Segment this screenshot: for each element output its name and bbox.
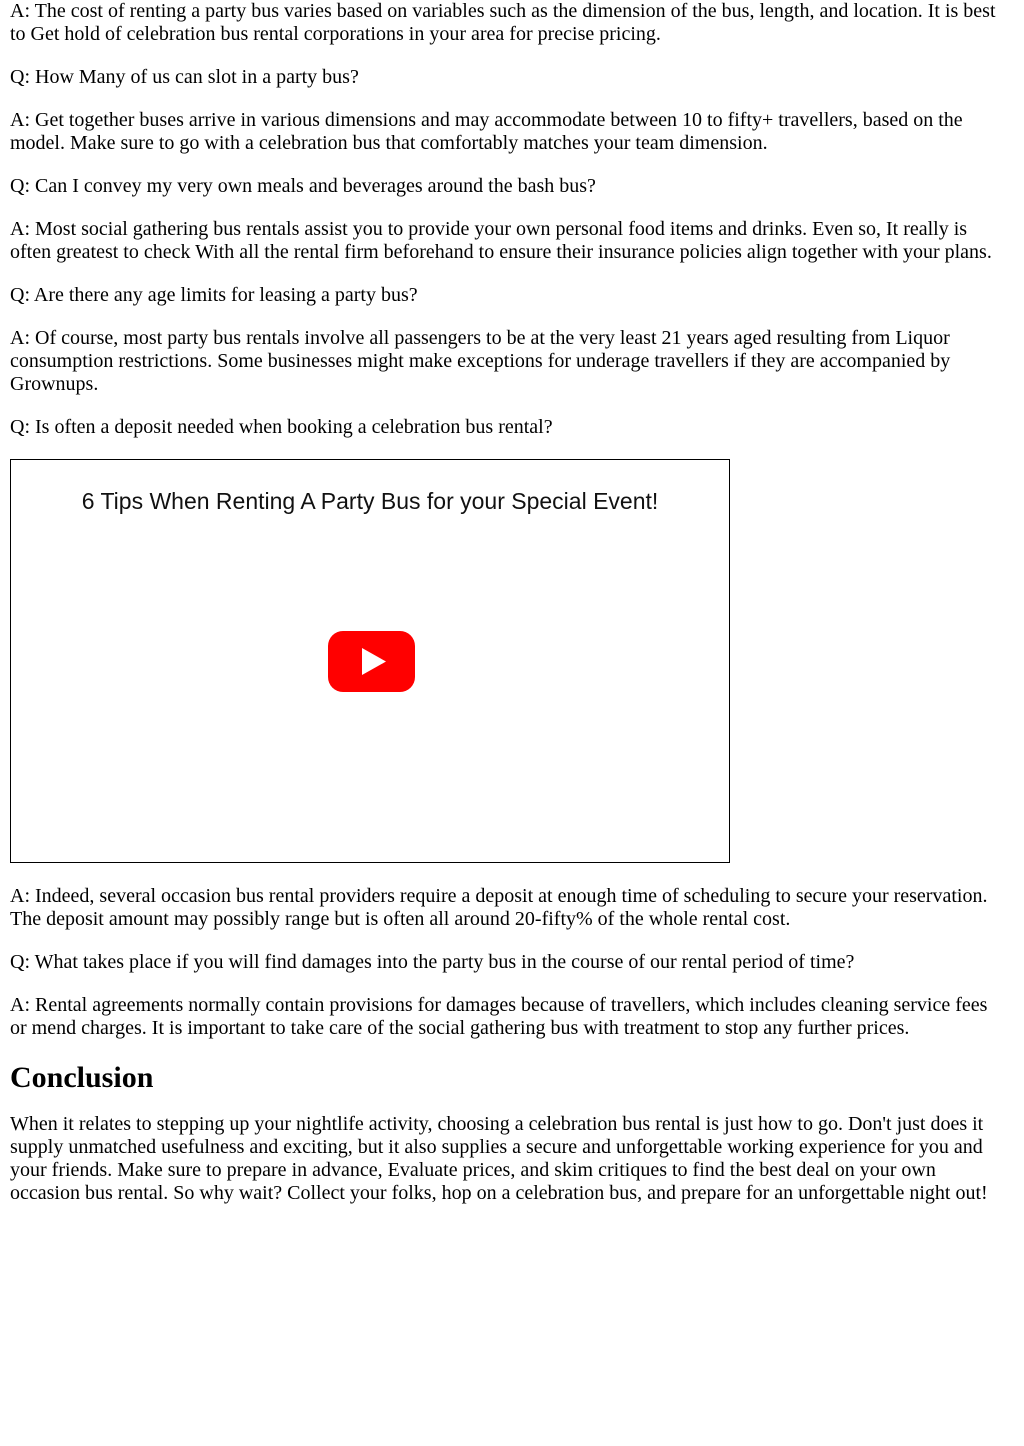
faq-question-capacity: Q: How Many of us can slot in a party bus? — [10, 66, 359, 88]
conclusion-text: When it relates to stepping up your nightlife activity, choosing a celebration bus rental is just how to go. Don't just does it supply unmatched usefulness and exciting, but it also supplies a secure and unforgettable working experience for you and your friends. Make sure to prepare in advance, Evaluate prices, and skim critiques to find the best deal on your own occasion bus rental. So why wait? Collect your folks, hop on a celebration bus, and prepare for an unforgettable night out! — [10, 1113, 988, 1204]
faq-answer-deposit: A: Indeed, several occasion bus rental providers require a deposit at enough time of scheduling to secure your reservation. The deposit amount may possibly range but is often all around 20-fifty% of the whole rental cost. — [10, 885, 988, 930]
youtube-play-icon[interactable] — [328, 631, 415, 692]
video-title[interactable]: 6 Tips When Renting A Party Bus for your Special Event! — [81, 488, 659, 514]
article-body — [10, 0, 1005, 1225]
video-embed[interactable] — [10, 459, 730, 863]
faq-answer-capacity: A: Get together buses arrive in various dimensions and may accommodate between 10 to fifty+ travellers, based on the model. Make sure to go with a celebration bus that comfortably matches your team dimension. — [10, 109, 963, 154]
faq-question-deposit: Q: Is often a deposit needed when booking a celebration bus rental? — [10, 416, 553, 438]
faq-question-damages: Q: What takes place if you will find damages into the party bus in the course of our rental period of time? — [10, 951, 855, 973]
faq-question-food: Q: Can I convey my very own meals and beverages around the bash bus? — [10, 175, 596, 197]
faq-answer-food: A: Most social gathering bus rentals assist you to provide your own personal food items and drinks. Even so, It really is often greatest to check With all the rental firm beforehand to ensure their insurance policies align together with your plans. — [10, 218, 992, 263]
conclusion-heading: Conclusion — [10, 1061, 154, 1094]
play-button-graphic[interactable] — [328, 631, 415, 692]
faq-answer-age: A: Of course, most party bus rentals involve all passengers to be at the very least 21 years aged resulting from Liquor consumption restrictions. Some businesses might make exceptions for underage travellers if they are accompanied by Grownups. — [10, 327, 951, 395]
faq-answer-cost: A: The cost of renting a party bus varies based on variables such as the dimension of the bus, length, and location. It is best to Get hold of celebration bus rental corporations in your area for precise pricing. — [10, 0, 996, 45]
faq-question-age: Q: Are there any age limits for leasing a party bus? — [10, 284, 418, 306]
faq-answer-damages: A: Rental agreements normally contain provisions for damages because of travellers, which includes cleaning service fees or mend charges. It is important to take care of the social gathering bus with treatment to stop any further prices. — [10, 994, 988, 1039]
